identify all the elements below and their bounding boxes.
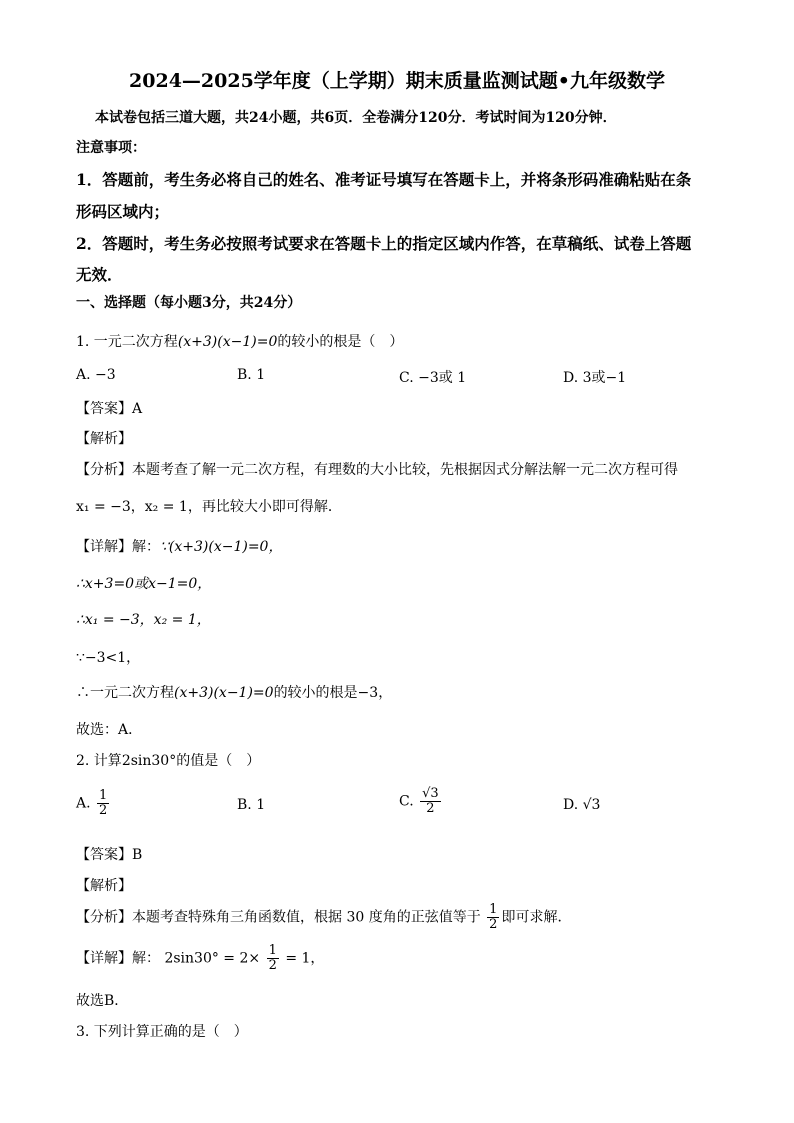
- notice-1-line-1: 1．答题前，考生务必将自己的姓名、准考证号填写在答题卡上，并将条形码准确粘贴在条: [76, 170, 692, 189]
- question-1-detail-line-5-suffix: 的较小的根是−3，: [273, 685, 393, 701]
- question-1-option-a: A. −3: [76, 367, 116, 383]
- question-1-detail-line-5-prefix: ∴一元二次方程: [76, 685, 174, 701]
- question-1-option-c: C. −3或 1: [399, 370, 467, 386]
- notice-2-line-2: 无效．: [76, 265, 123, 284]
- question-2-option-d-value: √3: [582, 797, 601, 813]
- notice-1-line-2: 形码区域内；: [76, 202, 170, 221]
- question-1-analysis-line-2: x₁ = −3，x₂ = 1，再比较大小即可得解．: [76, 499, 342, 515]
- exam-description: 本试卷包括三道大题，共24小题，共6页．全卷满分120分．考试时间为120分钟．: [95, 110, 617, 126]
- question-1-prefix: 1. 一元二次方程: [76, 334, 178, 350]
- question-2-option-c: [399, 787, 443, 816]
- question-2-option-a-label: A.: [76, 795, 91, 812]
- question-1-detail-line-3: ∴x₁ = −3，x₂ = 1，: [76, 612, 211, 628]
- question-1-detail-prefix: 【详解】解：: [76, 539, 160, 555]
- question-2-option-a-fraction: [97, 789, 109, 818]
- question-2-option-d-label: D.: [563, 797, 579, 813]
- fraction-numerator: 1: [489, 902, 498, 917]
- question-2-option-c-label: C.: [399, 793, 414, 810]
- question-1-option-d: D. 3或−1: [563, 370, 627, 386]
- question-2-detail: [76, 944, 324, 973]
- question-2-option-a: [76, 789, 111, 818]
- question-1-detail-line-5: [76, 682, 392, 702]
- question-1-answer: 【答案】A: [76, 401, 143, 417]
- page-title: 2024—2025学年度（上学期）期末质量监测试题•九年级数学: [129, 70, 665, 92]
- question-1: [76, 331, 403, 351]
- question-1-option-b: B. 1: [237, 367, 266, 383]
- question-2-detail-expression-left: 2sin30° = 2×: [164, 950, 261, 967]
- question-1-analysis-line-1: 【分析】本题考查了解一元二次方程，有理数的大小比较，先根据因式分解法解一元二次方程可得: [76, 462, 678, 478]
- fraction-denominator: 2: [268, 958, 277, 973]
- fraction-denominator: 2: [426, 801, 435, 816]
- fraction-numerator: √3: [422, 786, 439, 801]
- section-heading: 一、选择题（每小题3分，共24分）: [76, 295, 302, 311]
- fraction-numerator: 1: [268, 943, 277, 958]
- question-2-analysis-prefix: 【分析】本题考查特殊角三角函数值，根据 30 度角的正弦值等于: [76, 909, 481, 926]
- question-2-detail-prefix: 【详解】解：: [76, 950, 160, 967]
- question-2-option-b: B. 1: [237, 797, 266, 813]
- question-2-analysis-suffix: 即可求解．: [501, 909, 572, 926]
- fraction-denominator: 2: [99, 803, 108, 818]
- question-1-detail-line-2: ∴x+3=0或x−1=0，: [76, 576, 212, 592]
- question-2-conclusion: 故选B．: [76, 993, 129, 1009]
- question-2-detail-fraction: [267, 944, 279, 973]
- question-2-prefix: 2. 计算: [76, 753, 122, 769]
- question-3: 3. 下列计算正确的是（ ）: [76, 1024, 248, 1040]
- question-1-conclusion: 故选：A．: [76, 722, 143, 738]
- question-2-expression: 2sin30°: [121, 753, 177, 769]
- question-1-analysis-label: 【解析】: [76, 431, 132, 447]
- notice-2-line-1: 2．答题时，考生务必按照考试要求在答题卡上的指定区域内作答，在草稿纸、试卷上答题: [76, 234, 692, 253]
- fraction-numerator: 1: [99, 788, 108, 803]
- question-2-analysis-fraction: [487, 903, 499, 932]
- question-2-answer: 【答案】B: [76, 847, 143, 863]
- question-2: [76, 750, 260, 770]
- question-2-option-c-fraction: [420, 787, 441, 816]
- question-2-analysis-label: 【解析】: [76, 878, 132, 894]
- question-1-detail: [76, 536, 282, 556]
- question-1-equation: (x+3)(x−1)=0: [177, 334, 278, 350]
- question-1-detail-line-1: ∵(x+3)(x−1)=0，: [160, 539, 283, 555]
- question-1-detail-line-4: ∵−3<1，: [76, 650, 141, 666]
- question-1-detail-line-5-equation: (x+3)(x−1)=0: [174, 685, 274, 701]
- fraction-denominator: 2: [489, 917, 498, 932]
- question-2-option-d: [563, 797, 600, 813]
- question-1-suffix: 的较小的根是（ ）: [277, 334, 404, 350]
- question-2-analysis: [76, 903, 571, 932]
- question-2-suffix: 的值是（ ）: [176, 753, 261, 769]
- question-2-detail-expression-right: = 1，: [285, 950, 325, 967]
- notice-heading: 注意事项：: [76, 140, 146, 156]
